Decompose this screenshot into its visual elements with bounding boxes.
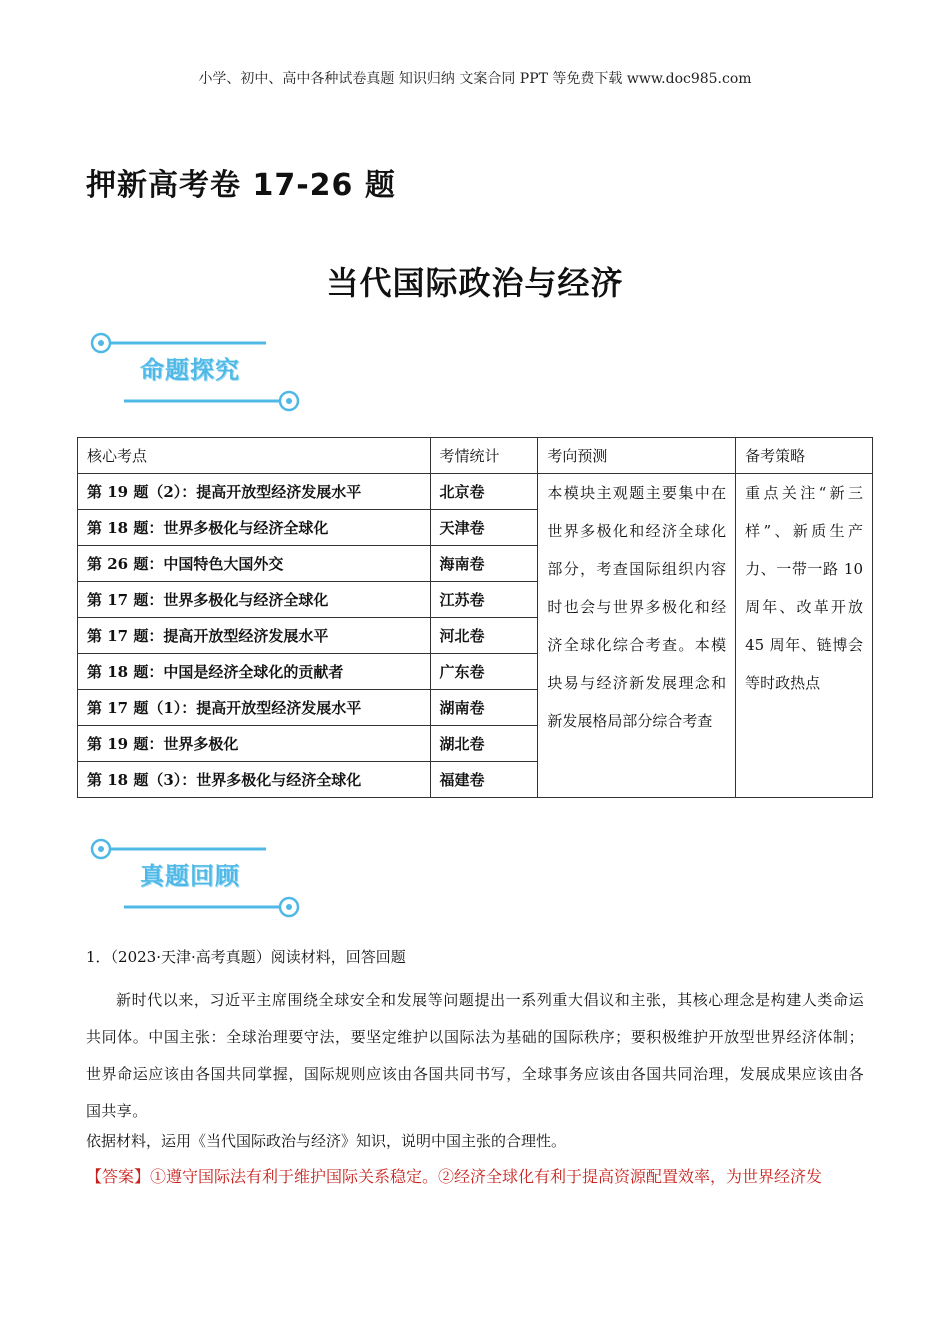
question-material: 新时代以来，习近平主席围绕全球安全和发展等问题提出一系列重大倡议和主张，其核心理念是构建人类命运共同体。中国主张：全球治理要守法，要坚定维护以国际法为基础的国际秩序；要积极维护开放型世界经济体制；世界命运应该由各国共同掌握，国际规则应该由各国共同书写，全球事务应该由各国共同治理，发展成果应该由各国共享。 (86, 991, 864, 1120)
answer-text: 【答案】①遵守国际法有利于维护国际关系稳定。②经济全球化有利于提高资源配置效率，为世界经济发 (86, 1167, 823, 1186)
table-cell-paper: 福建卷 (430, 762, 538, 798)
table-cell-paper: 广东卷 (430, 654, 538, 690)
table-cell-point: 第 18 题：世界多极化与经济全球化 (78, 510, 431, 546)
table-cell-point: 第 19 题（2）：提高开放型经济发展水平 (78, 474, 431, 510)
question-heading: 1．（2023·天津·高考真题）阅读材料，回答回题 (86, 948, 406, 966)
table-cell-paper: 天津卷 (430, 510, 538, 546)
section-banner-explore (88, 328, 308, 412)
table-header: 考向预测 (538, 438, 736, 474)
table-header: 考情统计 (430, 438, 538, 474)
question-prompt: 依据材料，运用《当代国际政治与经济》知识，说明中国主张的合理性。 (86, 1132, 567, 1150)
table-cell-paper: 北京卷 (430, 474, 538, 510)
table-cell-point: 第 18 题：中国是经济全球化的贡献者 (78, 654, 431, 690)
table-cell-paper: 河北卷 (430, 618, 538, 654)
table-cell-paper: 海南卷 (430, 546, 538, 582)
table-cell-point: 第 17 题：世界多极化与经济全球化 (78, 582, 431, 618)
table-cell-paper: 湖北卷 (430, 726, 538, 762)
table-cell-point: 第 18 题（3）：世界多极化与经济全球化 (78, 762, 431, 798)
table-header: 核心考点 (78, 438, 431, 474)
section-title-explore: 命题探究 (140, 356, 240, 384)
table-cell-point: 第 17 题：提高开放型经济发展水平 (78, 618, 431, 654)
main-title: 押新高考卷 17-26 题 (86, 168, 396, 203)
exam-analysis-table (77, 437, 873, 798)
table-row (78, 474, 873, 510)
sub-title: 当代国际政治与经济 (326, 264, 624, 302)
section-title-review: 真题回顾 (140, 862, 240, 890)
section-banner-review (88, 834, 308, 918)
table-cell-point: 第 19 题：世界多极化 (78, 726, 431, 762)
page-header: 小学、初中、高中各种试卷真题 知识归纳 文案合同 PPT 等免费下载 www.doc985.com (198, 71, 752, 87)
table-cell-point: 第 26 题：中国特色大国外交 (78, 546, 431, 582)
table-cell-point: 第 17 题（1）：提高开放型经济发展水平 (78, 690, 431, 726)
table-cell-paper: 江苏卷 (430, 582, 538, 618)
table-header: 备考策略 (736, 438, 873, 474)
table-header-row (78, 438, 873, 474)
table-cell-paper: 湖南卷 (430, 690, 538, 726)
table-cell-strategy: 重点关注“新三样”、新质生产力、一带一路 10 周年、改革开放 45 周年、链博会等时政热点 (736, 474, 873, 798)
table-cell-forecast: 本模块主观题主要集中在世界多极化和经济全球化部分，考查国际组织内容时也会与世界多极化和经济全球化综合考查。本模块易与经济新发展理念和新发展格局部分综合考查 (538, 474, 736, 798)
